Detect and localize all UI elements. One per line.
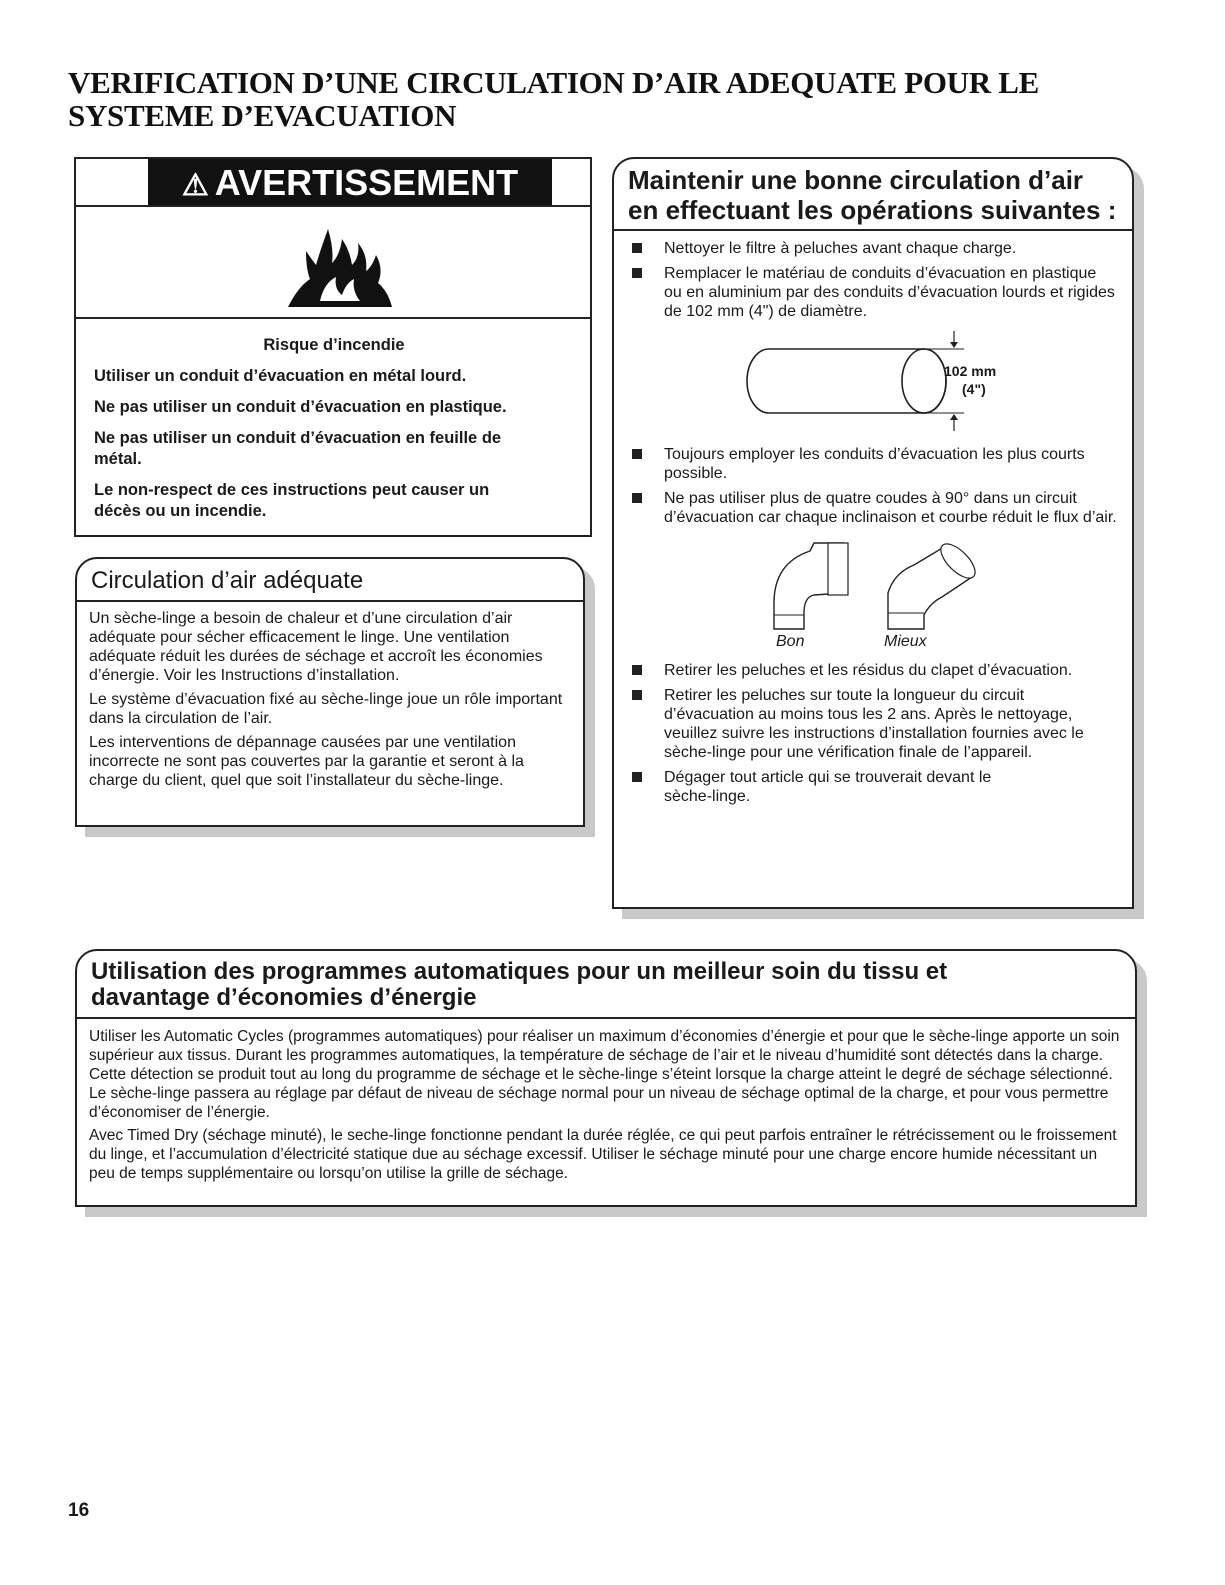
automatic-heading: Utilisation des programmes automatiques pour un meilleur soin du tissu et davantage d’économies d’énergie (77, 951, 1135, 1019)
list-item: Ne pas utiliser plus de quatre coudes à 90° dans un circuit d’évacuation car chaque inclinaison et courbe réduit le flux d’air. (624, 489, 1118, 527)
circulation-body (77, 602, 583, 790)
elbow-good-label: Bon (776, 633, 805, 650)
elbows-diagram (614, 533, 1132, 653)
paragraph: Le système d’évacuation fixé au sèche-linge joue un rôle important dans la circulation de l’air. (89, 691, 563, 727)
warning-text (94, 335, 574, 532)
paragraph: Avec Timed Dry (séchage minuté), le seche-linge fonctionne pendant la durée réglée, ce qui peut parfois entraîner le rétrécissement ou le froissement du linge, et l’accumulation d’électricité statique due au séchage excessif. Utiliser le séchage minuté pour une charge encore humide nécessitant un peu de temps supplémentaire ou lorsqu’on utilise la grille de séchage. (89, 1127, 1117, 1182)
automatic-box (75, 949, 1137, 1207)
maintain-list (614, 445, 1132, 527)
warning-box (74, 157, 592, 537)
bullet-icon (632, 772, 642, 782)
fire-icon (280, 221, 400, 311)
page-title: VERIFICATION D’UNE CIRCULATION D’AIR ADEQUATE POUR LE SYSTEME D’EVACUATION (68, 65, 1040, 133)
warning-line: Le non-respect de ces instructions peut causer un décès ou un incendie. (94, 481, 490, 520)
maintain-box (612, 157, 1134, 909)
duct-label-mm: 102 mm (944, 363, 997, 379)
bullet-icon (632, 268, 642, 278)
hazard-title: Risque d’incendie (263, 336, 405, 354)
duct-icon (744, 329, 1044, 433)
paragraph: Utiliser les Automatic Cycles (programmes automatiques) pour réaliser un maximum d’économies d’énergie et pour que le sèche-linge apporte un soin supérieur aux tissus. Durant les programmes automatiques, la température de séchage de l’air et le niveau d’humidité sont détectés dans la charge. Cette détection se produit tout au long du programme de séchage et le sèche-linge s’éteint lorsque la charge atteint le degré de séchage sélectionné. Le sèche-linge passera au réglage par défaut de niveau de séchage normal pour un niveau de séchage optimal de la charge, et pour vous permettre d’économiser de l’énergie. (89, 1028, 1120, 1121)
list-item: Retirer les peluches et les résidus du clapet d’évacuation. (624, 661, 1118, 680)
paragraph: Les interventions de dépannage causées par une ventilation incorrecte ne sont pas couvertes par la garantie et seront à la charge du client, quel que soit l’installateur du sèche-linge. (89, 734, 524, 789)
divider (76, 205, 590, 207)
circulation-heading: Circulation d’air adéquate (77, 559, 583, 602)
warning-line: Ne pas utiliser un conduit d’évacuation en plastique. (94, 398, 507, 416)
automatic-body (77, 1019, 1135, 1183)
list-item: Toujours employer les conduits d’évacuation les plus courts possible. (624, 445, 1118, 483)
bullet-icon (632, 690, 642, 700)
warning-line: Ne pas utiliser un conduit d’évacuation en feuille de métal. (94, 429, 502, 468)
warning-heading: AVERTISSEMENT (214, 162, 519, 203)
duct-label-in: (4") (962, 381, 986, 397)
list-item: Nettoyer le filtre à peluches avant chaque charge. (624, 239, 1118, 258)
bullet-icon (632, 243, 642, 253)
circulation-box (75, 557, 585, 827)
divider (76, 317, 590, 319)
warning-line: Utiliser un conduit d’évacuation en métal lourd. (94, 367, 467, 385)
bullet-icon (632, 449, 642, 459)
list-item: Dégager tout article qui se trouverait devant le sèche-linge. (624, 768, 994, 806)
warning-header (148, 159, 552, 207)
maintain-heading: Maintenir une bonne circulation d’air en effectuant les opérations suivantes : (614, 159, 1132, 231)
warning-triangle-icon: ⚠ (181, 169, 209, 202)
list-item: Remplacer le matériau de conduits d’évacuation en plastique ou en aluminium par des conduits d’évacuation lourds et rigides de 102 mm (4") de diamètre. (624, 264, 1118, 321)
bullet-icon (632, 665, 642, 675)
elbow-good-icon (754, 533, 874, 633)
duct-diagram (614, 329, 1132, 433)
maintain-list (614, 661, 1132, 806)
page-number: 16 (68, 1500, 90, 1521)
paragraph: Un sèche-linge a besoin de chaleur et d’une circulation d’air adéquate pour sécher efficacement le linge. Une ventilation adéquate réduit les durées de séchage et accroît les économies d’énergie. Voir les Instructions d’installation. (89, 610, 543, 684)
list-item: Retirer les peluches sur toute la longueur du circuit d’évacuation au moins tous les 2 ans. Après le nettoyage, veuillez suivre les instructions d’installation fournies avec le sèche-linge pour une vérification finale de l’appareil. (624, 686, 1118, 762)
maintain-list (614, 239, 1132, 321)
bullet-icon (632, 493, 642, 503)
elbow-better-icon (884, 533, 1004, 633)
elbow-better-label: Mieux (884, 633, 927, 650)
